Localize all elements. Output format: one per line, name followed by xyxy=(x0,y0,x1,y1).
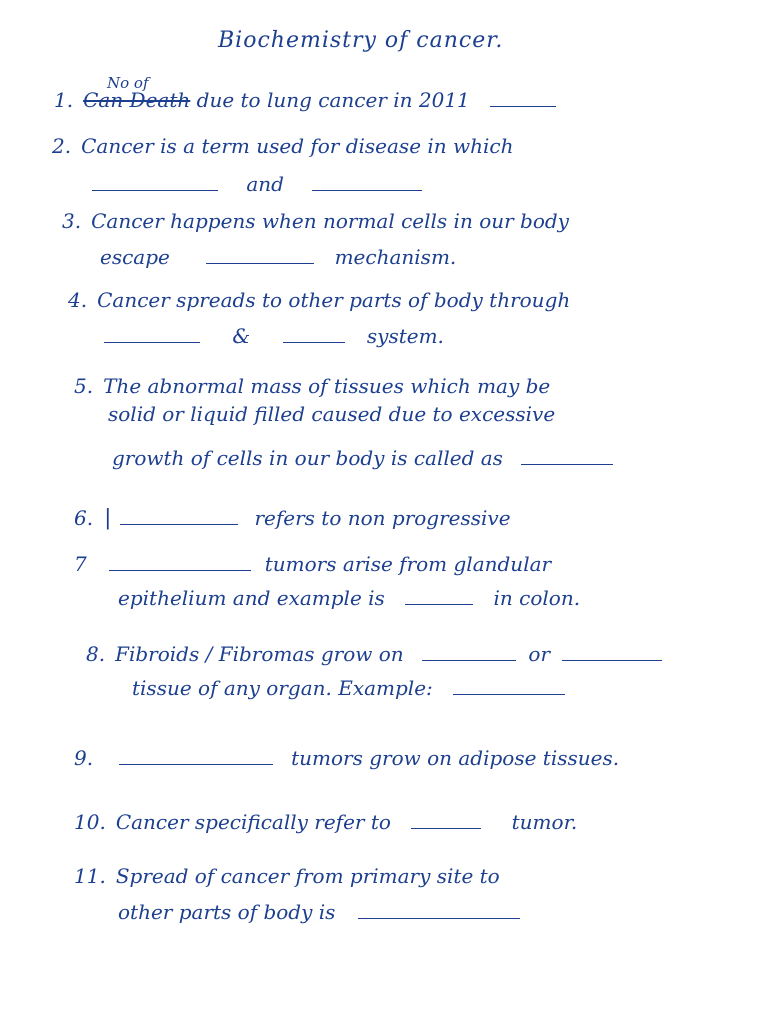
question-1 xyxy=(54,86,556,114)
answer-blank-7a[interactable] xyxy=(109,556,251,571)
question-4-system: system. xyxy=(366,324,444,348)
question-6-text: refers to non progressive xyxy=(254,506,511,530)
question-5-line-2: solid or liquid filled caused due to excessive xyxy=(108,402,556,426)
question-3 xyxy=(62,207,569,235)
question-4-line-1: Cancer spreads to other parts of body through xyxy=(97,288,571,312)
answer-blank-6[interactable] xyxy=(120,510,238,525)
question-1-text: due to lung cancer in 2011 xyxy=(196,88,470,112)
question-7 xyxy=(74,550,551,578)
question-4-line-2 xyxy=(104,322,444,350)
answer-blank-10[interactable] xyxy=(411,814,481,829)
question-4 xyxy=(68,286,570,314)
question-9 xyxy=(74,744,619,772)
question-4-ampersand: & xyxy=(232,324,251,348)
question-8-line-1: Fibroids / Fibromas grow on xyxy=(115,642,404,666)
answer-blank-5[interactable] xyxy=(521,450,613,465)
q1-struck-text: Can Death xyxy=(83,88,191,112)
answer-blank-11[interactable] xyxy=(358,904,520,919)
question-10-text-1: Cancer specifically refer to xyxy=(115,810,391,834)
question-2-and: and xyxy=(246,172,284,196)
question-11-line-1: Spread of cancer from primary site to xyxy=(115,864,500,888)
answer-blank-8b[interactable] xyxy=(562,646,662,661)
answer-blank-2b[interactable] xyxy=(312,176,422,191)
question-9-number: 9. xyxy=(74,746,94,770)
question-5 xyxy=(74,372,550,400)
question-8-number: 8. xyxy=(86,642,106,666)
answer-blank-9[interactable] xyxy=(119,750,273,765)
question-11-number: 11. xyxy=(74,864,106,888)
question-2-number: 2. xyxy=(52,134,72,158)
answer-blank-4b[interactable] xyxy=(283,328,345,343)
question-5-number: 5. xyxy=(74,374,94,398)
question-9-text: tumors grow on adipose tissues. xyxy=(291,746,620,770)
question-10-number: 10. xyxy=(74,810,106,834)
question-6-number: 6. xyxy=(74,506,94,530)
question-4-number: 4. xyxy=(68,288,88,312)
question-2-line-2 xyxy=(92,170,422,198)
answer-blank-8c[interactable] xyxy=(453,680,565,695)
question-3-escape: escape xyxy=(100,245,170,269)
question-7-line-2: epithelium and example is in colon. xyxy=(118,586,581,610)
answer-blank-1[interactable] xyxy=(490,92,556,107)
question-7-number: 7 xyxy=(74,552,87,576)
question-1-number: 1. xyxy=(54,88,74,112)
question-5-line-3: growth of cells in our body is called as xyxy=(112,444,613,472)
question-10-text-2: tumor. xyxy=(511,810,578,834)
question-11 xyxy=(74,862,500,890)
answer-blank-2a[interactable] xyxy=(92,176,218,191)
question-6 xyxy=(74,504,511,534)
question-3-mechanism: mechanism. xyxy=(334,245,457,269)
answer-blank-3[interactable] xyxy=(206,249,314,264)
question-2-line-1: Cancer is a term used for disease in which xyxy=(81,134,514,158)
q1-insertion: No of xyxy=(107,74,149,92)
answer-blank-7b[interactable] xyxy=(405,590,473,605)
question-3-line-2 xyxy=(100,243,456,271)
answer-blank-8a[interactable] xyxy=(422,646,516,661)
question-3-line-1: Cancer happens when normal cells in our body xyxy=(91,209,569,233)
question-11-line-2: other parts of body is xyxy=(118,898,520,926)
question-2 xyxy=(52,132,514,160)
question-8 xyxy=(86,640,662,668)
question-3-number: 3. xyxy=(62,209,82,233)
q6-stray-mark: ⎮ xyxy=(103,509,113,530)
question-7-line-1: tumors arise from glandular xyxy=(264,552,552,576)
page-title: Biochemistry of cancer. xyxy=(218,28,504,53)
question-8-or: or xyxy=(528,642,551,666)
question-10 xyxy=(74,808,577,836)
question-5-line-1: The abnormal mass of tissues which may be xyxy=(103,374,551,398)
question-8-line-2: tissue of any organ. Example: xyxy=(132,674,565,702)
answer-blank-4a[interactable] xyxy=(104,328,200,343)
